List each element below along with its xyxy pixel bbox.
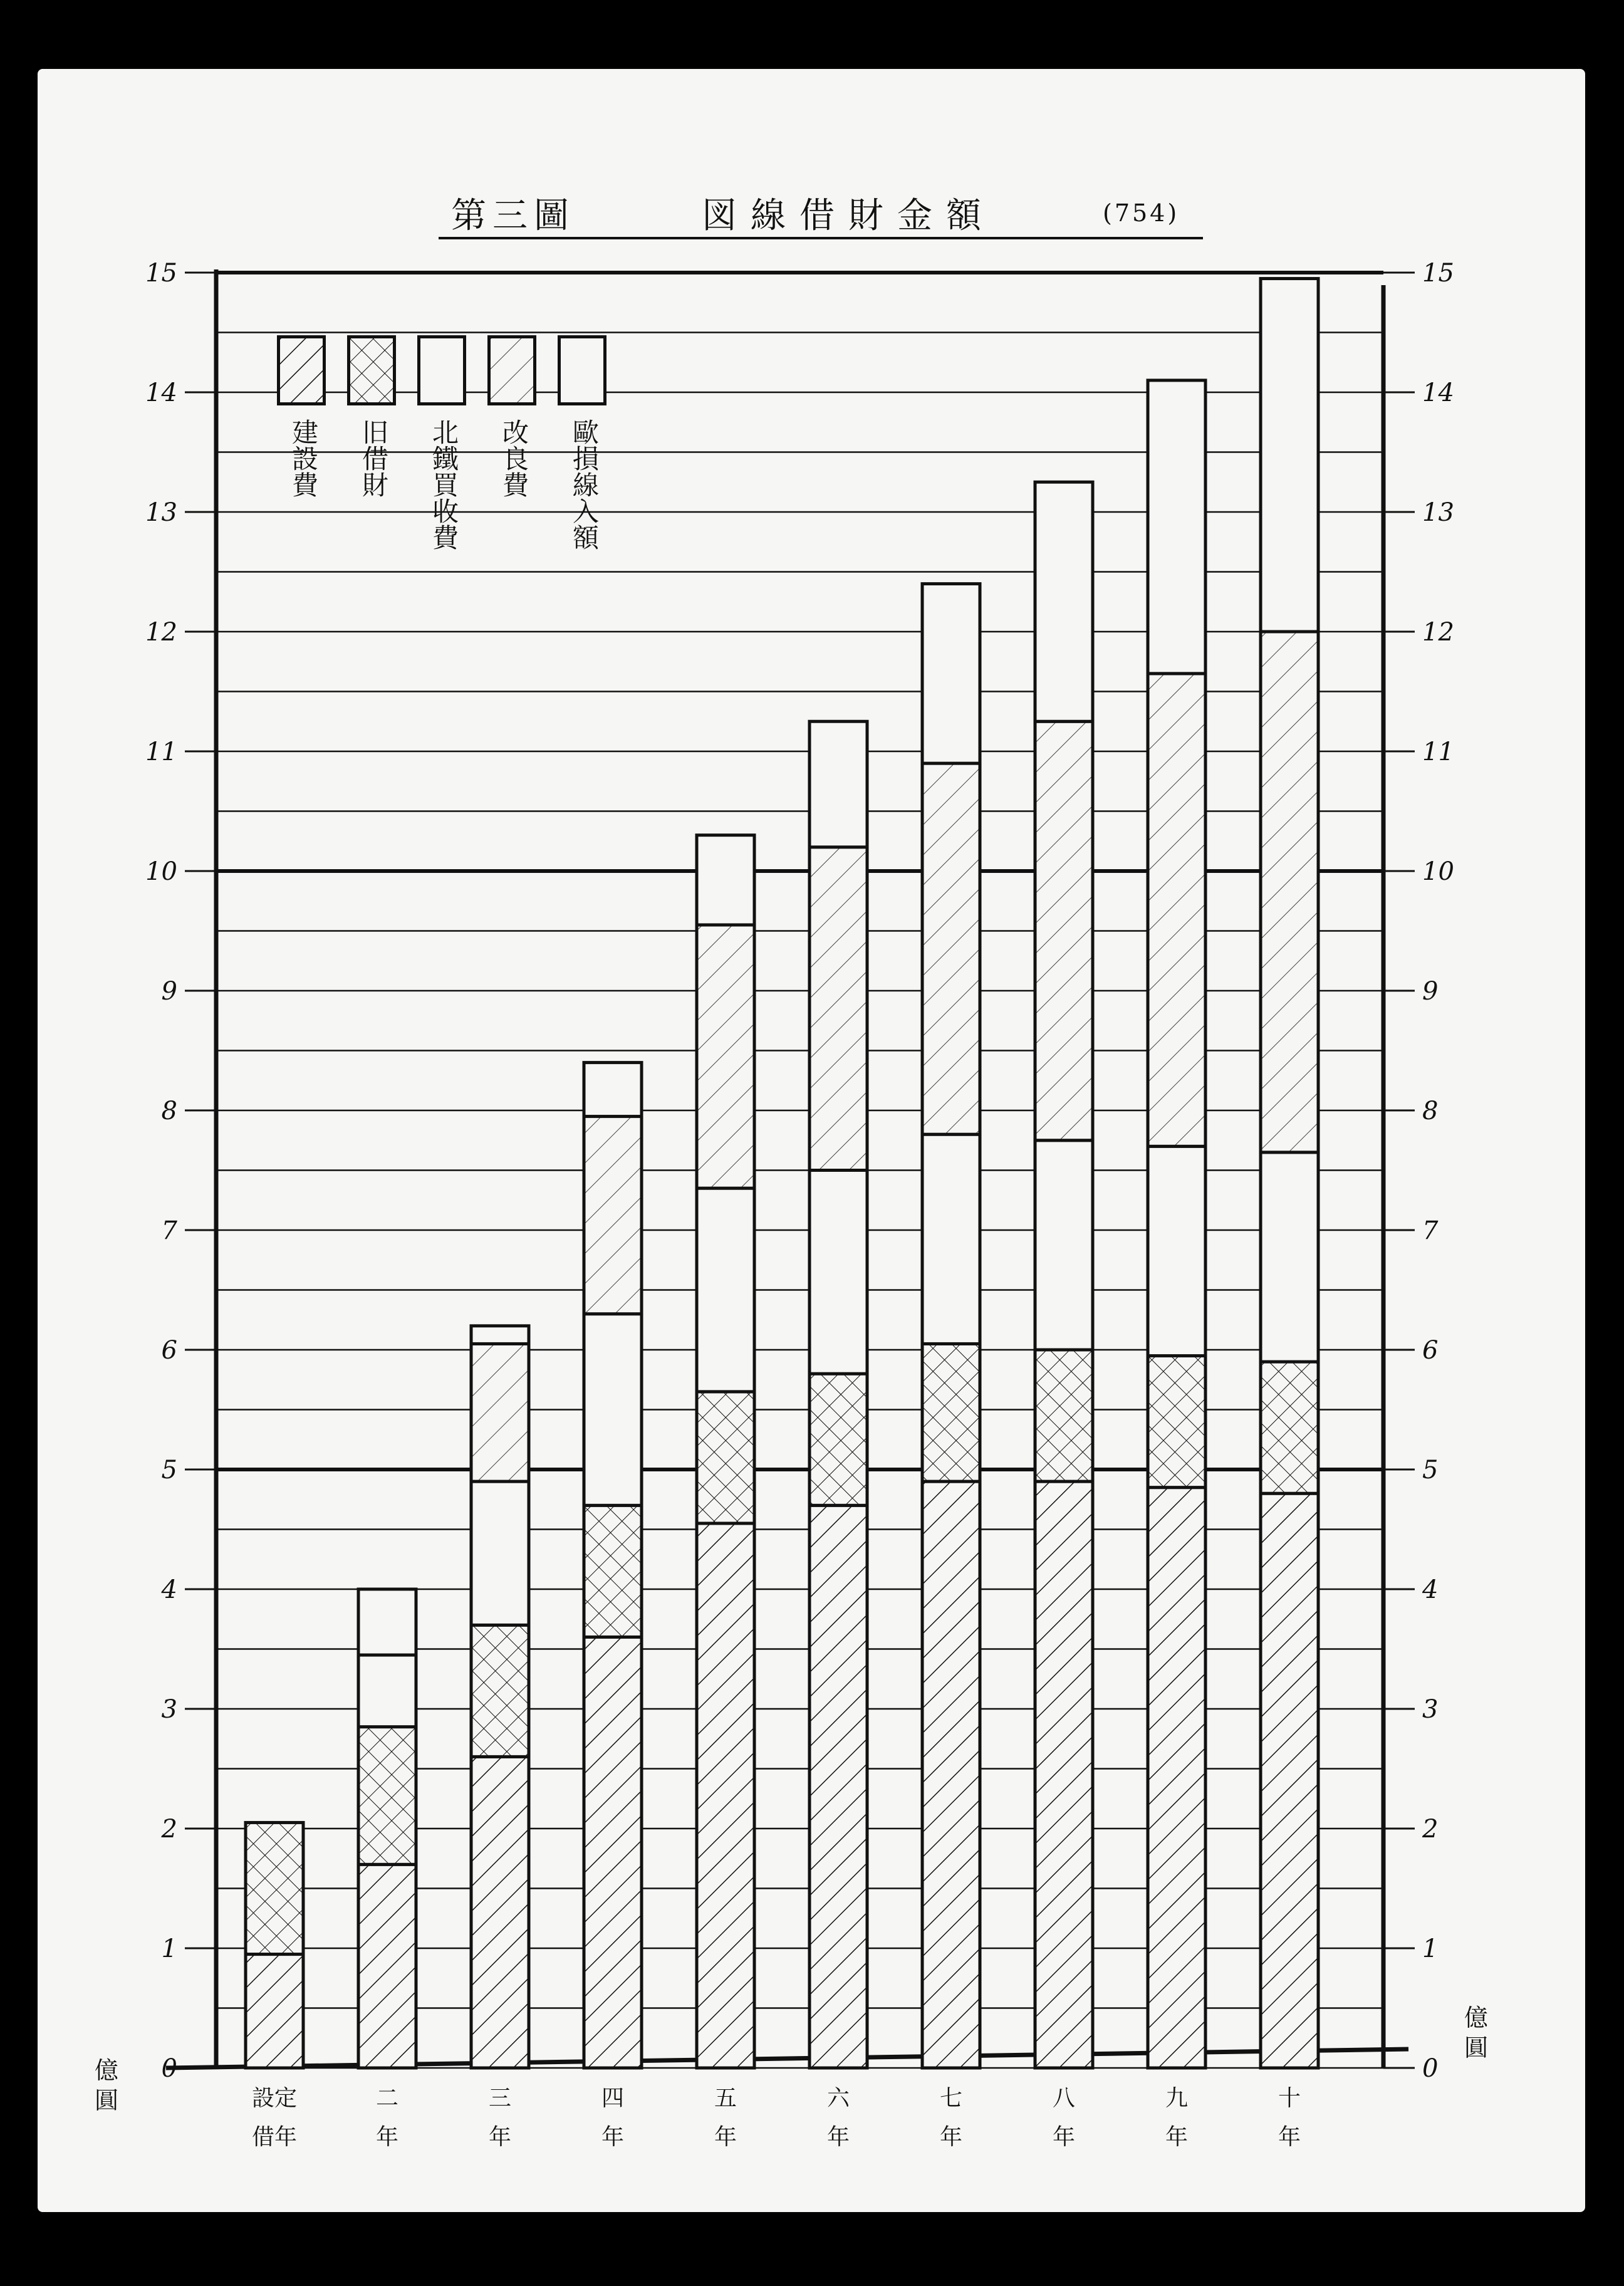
legend-swatch	[347, 335, 396, 405]
bar-segment	[1035, 1140, 1093, 1350]
x-tick-label-line: 二	[375, 2085, 398, 2111]
bar-segment	[471, 1326, 529, 1344]
x-tick-label-line: 年	[1165, 2124, 1188, 2150]
bar-segment	[1261, 1362, 1318, 1493]
x-tick-label-line: 年	[714, 2124, 737, 2150]
x-tick-label-line: 年	[939, 2124, 962, 2150]
bar-segment	[358, 1864, 416, 2068]
y-tick-label-left: 10	[145, 857, 177, 886]
y-tick-label-right: 0	[1422, 2054, 1439, 2083]
bar-segment	[922, 1344, 980, 1481]
y-tick-label-left: 6	[161, 1336, 177, 1365]
y-tick-label-left: 7	[161, 1216, 177, 1245]
y-tick-label-right: 5	[1422, 1456, 1439, 1485]
bar-segment	[809, 1505, 867, 2068]
y-tick-label-left: 13	[145, 498, 177, 527]
x-tick-label	[700, 2079, 751, 2173]
y-tick-label-left: 0	[161, 2054, 177, 2083]
bar-segment	[1035, 482, 1093, 721]
y-tick-label-left: 12	[145, 618, 177, 647]
bar-segment	[1148, 380, 1205, 674]
bar-segment	[922, 763, 980, 1134]
y-tick-label-right: 10	[1422, 857, 1454, 886]
y-tick-label-right: 14	[1422, 378, 1454, 407]
x-tick-label-line: 年	[488, 2124, 511, 2150]
bar-segment	[358, 1655, 416, 1727]
bar-segment	[1261, 632, 1318, 1152]
x-tick-label	[926, 2079, 976, 2173]
bar-segment	[584, 1314, 642, 1506]
y-tick-label-left: 1	[161, 1934, 177, 1963]
bar-segment	[1261, 1152, 1318, 1362]
bar-segment	[809, 847, 867, 1171]
x-tick-label-line: 設定	[251, 2085, 297, 2111]
y-tick-label-right: 13	[1422, 498, 1454, 527]
y-tick-label-right: 7	[1422, 1216, 1439, 1245]
x-tick-label-line: 六	[826, 2085, 850, 2111]
bar-segment	[1261, 279, 1318, 632]
legend-swatch-pattern	[280, 338, 323, 402]
bar-segment	[697, 1392, 754, 1523]
legend-swatch	[487, 335, 536, 405]
x-tick-label-line: 年	[601, 2124, 624, 2150]
figure-label: 第三圖	[451, 196, 575, 236]
bar-segment	[922, 1481, 980, 2068]
x-tick-label-line: 年	[375, 2124, 398, 2150]
legend-swatch	[417, 335, 466, 405]
bar-segment	[246, 1955, 303, 2068]
x-tick-label	[362, 2079, 412, 2173]
title-underline	[439, 237, 1203, 239]
bar-segment	[471, 1756, 529, 2068]
bar-segment	[809, 1171, 867, 1374]
legend-label: 建設費	[288, 419, 319, 498]
bar-segment	[809, 721, 867, 847]
bar-segment	[809, 1374, 867, 1505]
y-tick-label-right: 3	[1422, 1695, 1439, 1724]
bar-segment	[471, 1481, 529, 1625]
bar-segment	[1035, 1481, 1093, 2068]
x-tick-label-line: 十	[1278, 2085, 1301, 2111]
legend-label: 歐損線入額	[569, 419, 600, 550]
legend-swatch	[277, 335, 326, 405]
bar-segment	[584, 1117, 642, 1314]
legend-label: 改良費	[499, 419, 529, 498]
y-tick-label-right: 12	[1422, 618, 1454, 647]
legend-label: 北鐵買收費	[429, 419, 459, 550]
bar-segment	[697, 1188, 754, 1392]
x-tick-label	[249, 2079, 299, 2173]
bar-segment	[584, 1637, 642, 2068]
bar-segment	[1035, 1350, 1093, 1481]
x-tick-label-line: 九	[1165, 2085, 1188, 2111]
y-tick-label-left: 9	[161, 977, 177, 1006]
x-tick-label	[813, 2079, 863, 2173]
y-tick-label-right: 6	[1422, 1336, 1439, 1365]
bar-segment	[584, 1505, 642, 1637]
legend-swatch	[558, 335, 606, 405]
y-tick-label-left: 3	[161, 1695, 177, 1724]
y-tick-label-left: 4	[161, 1575, 177, 1604]
x-tick-label-line: 三	[488, 2085, 511, 2111]
x-tick-label	[1152, 2079, 1202, 2173]
y-tick-label-left: 8	[161, 1097, 177, 1125]
bar-segment	[1148, 1488, 1205, 2068]
legend-label: 旧借財	[358, 419, 389, 498]
x-tick-label-line: 年	[1052, 2124, 1075, 2150]
x-tick-label-line: 五	[714, 2085, 737, 2111]
y-tick-label-right: 9	[1422, 977, 1439, 1006]
y-tick-label-right: 8	[1422, 1097, 1439, 1125]
y-tick-label-left: 5	[161, 1456, 177, 1485]
y-tick-label-right: 11	[1422, 738, 1454, 766]
bar-segment	[1148, 1146, 1205, 1355]
x-tick-label-line: 年	[1278, 2124, 1301, 2150]
y-tick-label-left: 2	[161, 1815, 177, 1844]
bar-segment	[697, 835, 754, 925]
y-tick-label-right: 15	[1422, 259, 1454, 288]
x-axis	[166, 2049, 1408, 2068]
y-tick-label-left: 11	[145, 738, 177, 766]
x-tick-label-line: 借年	[251, 2124, 297, 2150]
bar-segment	[1035, 721, 1093, 1140]
bar-segment	[1148, 1356, 1205, 1488]
legend-swatch-pattern	[420, 338, 463, 402]
x-tick-label-line: 四	[601, 2085, 624, 2111]
x-tick-label	[1264, 2079, 1314, 2173]
bars	[246, 279, 1318, 2068]
y-tick-label-right: 1	[1422, 1934, 1439, 1963]
chart-title: 図線借財金額	[702, 196, 995, 236]
y-tick-label-left: 14	[145, 378, 177, 407]
figure-note: (754)	[1103, 199, 1180, 227]
y-tick-label-left: 15	[145, 259, 177, 288]
bar-segment	[471, 1625, 529, 1756]
x-tick-label-line: 七	[939, 2085, 962, 2111]
y-tick-label-right: 2	[1422, 1815, 1439, 1844]
bar-segment	[246, 1822, 303, 1954]
bar-segment	[697, 925, 754, 1188]
bar-segment	[922, 584, 980, 764]
y-tick-label-right: 4	[1422, 1575, 1439, 1604]
bar-segment	[471, 1344, 529, 1481]
x-tick-label	[588, 2079, 638, 2173]
legend-swatch-pattern	[561, 338, 603, 402]
axes	[166, 269, 1408, 2068]
y-unit-label-right: 億圓	[1464, 2004, 1488, 2062]
bar-segment	[1261, 1493, 1318, 2068]
legend-swatch-pattern	[491, 338, 533, 402]
bar-segment	[922, 1134, 980, 1344]
bar-segment	[1148, 674, 1205, 1146]
bar-segment	[358, 1589, 416, 1655]
x-tick-label	[1039, 2079, 1089, 2173]
y-unit-label-left: 億圓	[94, 2057, 118, 2114]
x-tick-label	[475, 2079, 525, 2173]
x-tick-label-line: 年	[826, 2124, 850, 2150]
bar-segment	[358, 1727, 416, 1865]
bar-segment	[697, 1523, 754, 2068]
legend-swatch-pattern	[350, 338, 393, 402]
x-tick-label-line: 八	[1052, 2085, 1075, 2111]
bar-segment	[584, 1063, 642, 1117]
